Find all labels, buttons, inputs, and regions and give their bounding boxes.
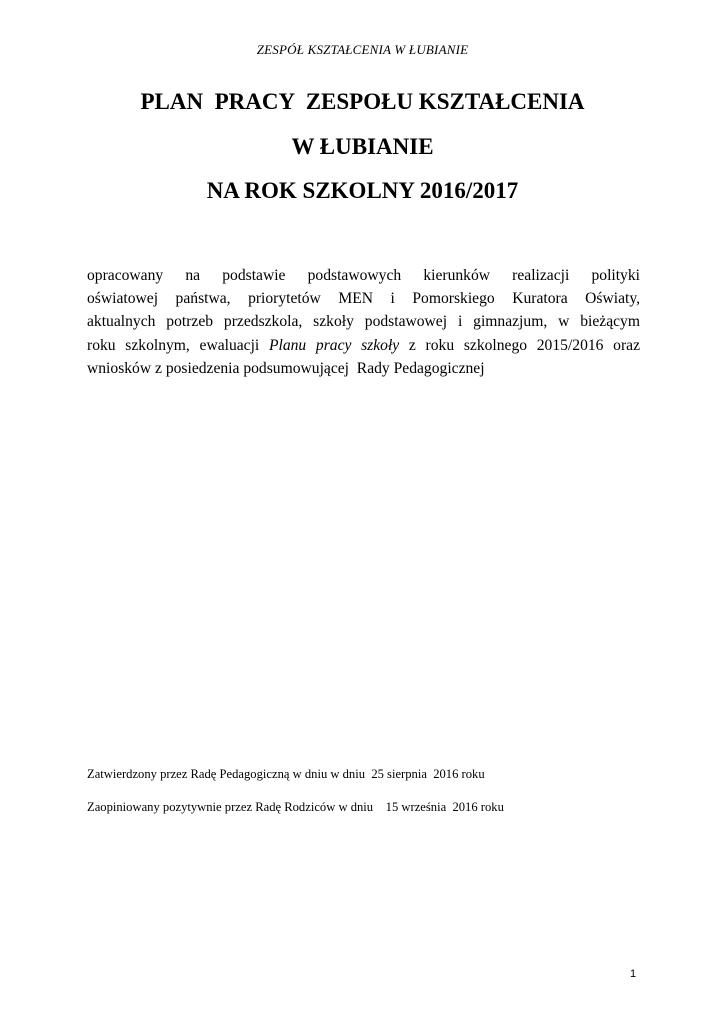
- intro-line-4-start: roku szkolnym, ewaluacji: [87, 336, 269, 354]
- intro-line-4-end: z roku szkolnego 2015/2016 oraz: [399, 336, 640, 354]
- plan-title-italic: Planu pracy szkoły: [268, 336, 400, 354]
- parents-council-opinion: Zaopiniowany pozytywnie przez Radę Rodziców w dniu 15 września 2016 roku: [87, 800, 504, 814]
- intro-line-5: wniosków z posiedzenia podsumowującej Rady Pedagogicznej: [87, 359, 485, 377]
- teachers-council-approval: Zatwierdzony przez Radę Pedagogiczną w dniu w dniu 25 sierpnia 2016 roku: [87, 767, 485, 781]
- intro-line-3: aktualnych potrzeb przedszkola, szkoły podstawowej i gimnazjum, w bieżącym: [87, 313, 640, 331]
- document-title-line-1: PLAN PRACY ZESPOŁU KSZTAŁCENIA: [140, 89, 585, 114]
- document-title-line-3: NA ROK SZKOLNY 2016/2017: [206, 178, 519, 203]
- intro-paragraph: [87, 264, 640, 380]
- intro-line-4: [87, 334, 640, 357]
- intro-line-2: oświatowej państwa, priorytetów MEN i Pomorskiego Kuratora Oświaty,: [87, 290, 640, 308]
- page-number: 1: [630, 968, 637, 980]
- running-header: ZESPÓŁ KSZTAŁCENIA W ŁUBIANIE: [256, 42, 469, 57]
- document-title-line-2: W ŁUBIANIE: [291, 134, 434, 159]
- intro-line-1: opracowany na podstawie podstawowych kierunków realizacji polityki: [87, 267, 640, 284]
